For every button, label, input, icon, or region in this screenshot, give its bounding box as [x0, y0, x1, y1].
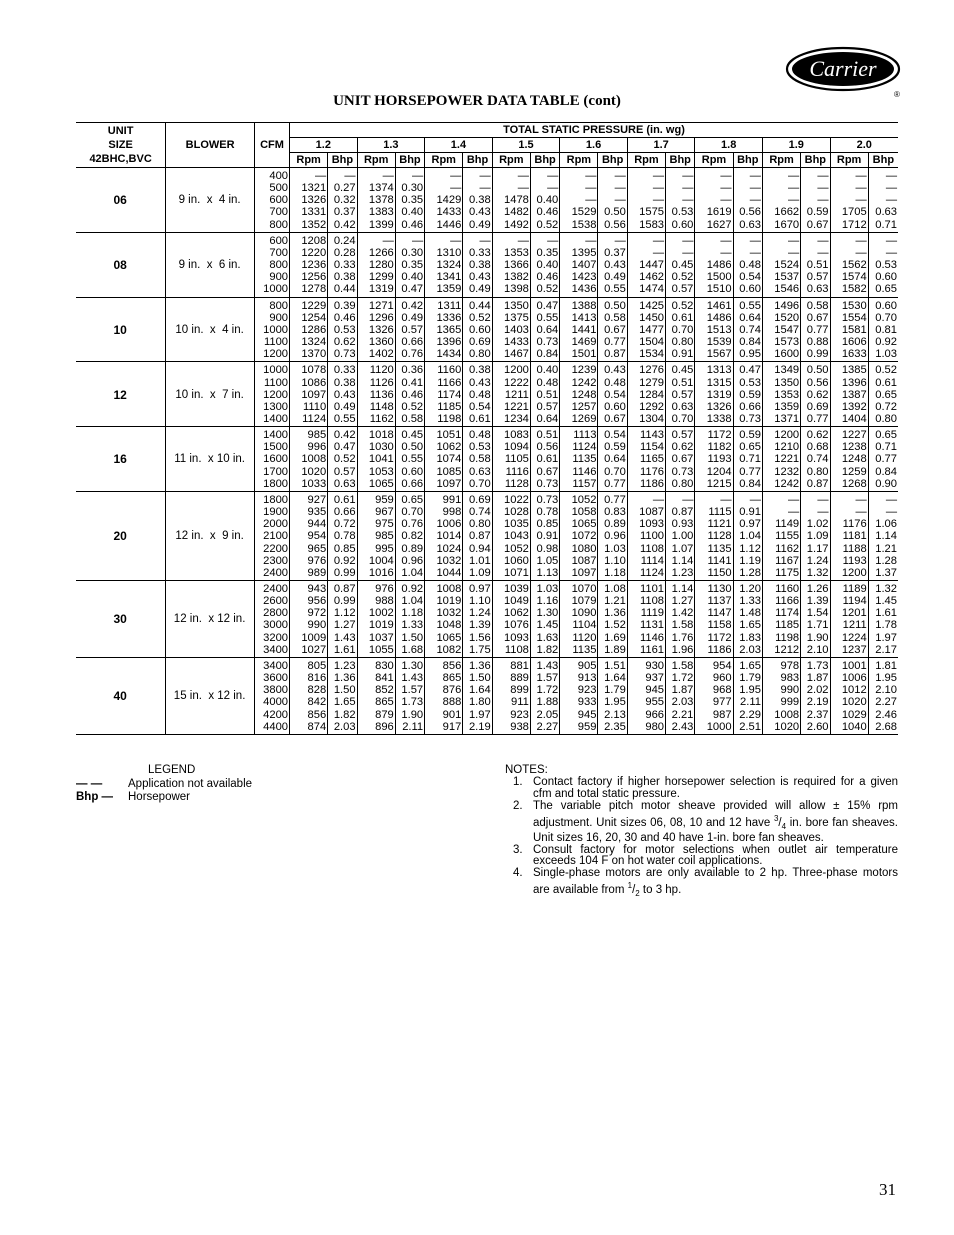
bhp-cell: — — 0.51 0.57 0.63	[801, 232, 830, 297]
blower-cell: 10 in. x 4 in.	[166, 297, 255, 362]
rpm-cell: 1130 1137 1147 1158 1172 1186	[695, 581, 733, 658]
horsepower-data-table	[76, 122, 898, 735]
table-row	[76, 581, 898, 658]
header-rpm: Rpm	[290, 153, 328, 168]
bhp-cell: — 0.30 0.35 0.40 0.47	[395, 232, 424, 297]
header-rpm: Rpm	[425, 153, 463, 168]
rpm-cell: 943 956 972 990 1009 1027	[290, 581, 328, 658]
rpm-cell: 927 935 944 954 965 976 989	[290, 491, 328, 580]
bhp-cell: — — 1.06 1.14 1.21 1.28 1.37	[868, 491, 898, 580]
unit-size-cell: 16	[76, 427, 166, 492]
rpm-cell: — — — 1619 1627	[695, 168, 733, 233]
blower-cell: 11 in. x 10 in.	[166, 427, 255, 492]
bhp-cell: 1.26 1.39 1.54 1.71 1.90 2.10	[801, 581, 830, 658]
blower-cell: 9 in. x 4 in.	[166, 168, 255, 233]
header-unit-size	[76, 123, 166, 168]
rpm-cell: 1070 1079 1090 1104 1120 1135	[560, 581, 598, 658]
rpm-cell: 1143 1154 1165 1176 1186	[627, 427, 665, 492]
header-unit-size-line: 42BHC,BVC	[89, 153, 152, 165]
bhp-cell: 0.45 0.51 0.57 0.63 0.70	[666, 362, 695, 427]
table-row	[76, 168, 898, 233]
bhp-cell: 0.52 0.61 0.70 0.80 0.91	[666, 297, 695, 362]
bhp-cell: 1.58 1.72 1.87 2.03 2.21 2.43	[666, 657, 695, 734]
rpm-cell: — 1374 1378 1383 1399	[357, 168, 395, 233]
note-4: 4. Single-phase motors are only available to 2 hp. Three-phase motors are available from $^1/_2$ to 3 hp.	[513, 867, 898, 899]
rpm-cell: 1311 1336 1365 1396 1434	[425, 297, 463, 362]
rpm-cell: 1496 1520 1547 1573 1600	[762, 297, 800, 362]
bhp-cell: 0.87 0.99 1.12 1.27 1.43 1.61	[328, 581, 357, 658]
bhp-cell: — — 0.48 0.54 0.60	[733, 232, 762, 297]
bhp-cell: 1.30 1.43 1.57 1.73 1.90 2.11	[395, 657, 424, 734]
bhp-cell: — — 0.38 0.43 0.49	[463, 168, 492, 233]
rpm-cell: — 1266 1280 1299 1319	[357, 232, 395, 297]
header-pressure: 2.0	[830, 138, 898, 153]
rpm-cell: — 1310 1324 1341 1359	[425, 232, 463, 297]
table-row	[76, 427, 898, 492]
rpm-cell: 1208 1220 1236 1256 1278	[290, 232, 328, 297]
rpm-cell: — — 1429 1433 1446	[425, 168, 463, 233]
cfm-cell: 2400 2600 2800 3000 3200 3400	[254, 581, 289, 658]
header-bhp: Bhp	[868, 153, 898, 168]
rpm-cell: 930 937 945 955 966 980	[627, 657, 665, 734]
rpm-cell: — — 1524 1537 1546	[762, 232, 800, 297]
table-row	[76, 657, 898, 734]
bhp-cell: — — — 0.53 0.60	[666, 168, 695, 233]
rpm-cell: 1101 1108 1119 1131 1146 1161	[627, 581, 665, 658]
rpm-cell: — 1353 1366 1382 1398	[492, 232, 530, 297]
rpm-cell: 1239 1242 1248 1257 1269	[560, 362, 598, 427]
blower-cell: 9 in. x 6 in.	[166, 232, 255, 297]
bhp-cell: 1.32 1.45 1.61 1.78 1.97 2.17	[868, 581, 898, 658]
header-blower: BLOWER	[166, 123, 255, 168]
bhp-cell: 0.51 0.56 0.61 0.67 0.73	[530, 427, 559, 492]
cfm-cell: 1800 1900 2000 2100 2200 2300 2400	[254, 491, 289, 580]
rpm-cell: 1189 1194 1201 1211 1224 1237	[830, 581, 868, 658]
rpm-cell: — — 1478 1482 1492	[492, 168, 530, 233]
header-bhp: Bhp	[801, 153, 830, 168]
bhp-cell: — — 1.02 1.09 1.17 1.24 1.32	[801, 491, 830, 580]
bhp-cell: 0.36 0.41 0.46 0.52 0.58	[395, 362, 424, 427]
unit-size-cell: 06	[76, 168, 166, 233]
bhp-cell: — — — 0.50 0.56	[598, 168, 627, 233]
note-text: Contact factory if higher horsepower selection is required for a given cfm and total static pressure.	[533, 775, 898, 800]
unit-size-cell: 12	[76, 362, 166, 427]
legend	[76, 764, 476, 805]
bhp-cell: 0.65 0.70 0.76 0.82 0.89 0.96 1.04	[395, 491, 424, 580]
bhp-cell: 0.60 0.70 0.81 0.92 1.03	[868, 297, 898, 362]
rpm-cell: — — 1562 1574 1582	[830, 232, 868, 297]
header-pressure: 1.4	[425, 138, 493, 153]
bhp-cell: 1.81 1.95 2.10 2.27 2.46 2.68	[868, 657, 898, 734]
bhp-cell: 0.47 0.55 0.64 0.73 0.84	[530, 297, 559, 362]
header-bhp: Bhp	[463, 153, 492, 168]
bhp-cell: 1.65 1.79 1.95 2.11 2.29 2.51	[733, 657, 762, 734]
legend-item	[76, 778, 476, 792]
header-unit-size-line: SIZE	[108, 139, 133, 151]
notes	[505, 765, 898, 900]
table-row	[76, 232, 898, 297]
bhp-cell: 0.45 0.50 0.55 0.60 0.66	[395, 427, 424, 492]
bhp-cell: 0.55 0.64 0.74 0.84 0.95	[733, 297, 762, 362]
header-bhp: Bhp	[666, 153, 695, 168]
rpm-cell: 1083 1094 1105 1116 1128	[492, 427, 530, 492]
rpm-cell: 985 996 1008 1020 1033	[290, 427, 328, 492]
bhp-cell: — 0.87 0.93 1.00 1.07 1.14 1.23	[666, 491, 695, 580]
bhp-cell: 0.42 0.49 0.57 0.66 0.76	[395, 297, 424, 362]
header-bhp: Bhp	[328, 153, 357, 168]
cfm-cell: 400 500 600 700 800	[254, 168, 289, 233]
table-row	[76, 491, 898, 580]
header-rpm: Rpm	[492, 153, 530, 168]
rpm-cell: — — 1447 1462 1474	[627, 232, 665, 297]
cfm-cell: 800 900 1000 1100 1200	[254, 297, 289, 362]
cfm-cell: 3400 3600 3800 4000 4200 4400	[254, 657, 289, 734]
note-3: 3. Consult factory for motor selections when outlet air temperature exceeds 104 F on hot water coil applications.	[513, 843, 898, 868]
rpm-cell: 1425 1450 1477 1504 1534	[627, 297, 665, 362]
cfm-cell: 1000 1100 1200 1300 1400	[254, 362, 289, 427]
header-rpm: Rpm	[695, 153, 733, 168]
rpm-cell: 1227 1238 1248 1259 1268	[830, 427, 868, 492]
bhp-cell: 1.43 1.57 1.72 1.88 2.05 2.27	[530, 657, 559, 734]
unit-size-cell: 08	[76, 232, 166, 297]
rpm-cell: 1039 1049 1062 1076 1093 1108	[492, 581, 530, 658]
rpm-cell: 1113 1124 1135 1146 1157	[560, 427, 598, 492]
rpm-cell: — 1087 1093 1100 1108 1114 1124	[627, 491, 665, 580]
bhp-cell: — 0.30 0.35 0.40 0.46	[395, 168, 424, 233]
cfm-cell: 1400 1500 1600 1700 1800	[254, 427, 289, 492]
rpm-cell: — — 1486 1500 1510	[695, 232, 733, 297]
rpm-cell: 1229 1254 1286 1324 1370	[290, 297, 328, 362]
rpm-cell: — — 1149 1155 1162 1167 1175	[762, 491, 800, 580]
rpm-cell: 1172 1182 1193 1204 1215	[695, 427, 733, 492]
bhp-cell: 0.50 0.56 0.62 0.69 0.77	[801, 362, 830, 427]
legend-key: Bhp —	[76, 791, 114, 803]
rpm-cell: 1200 1222 1211 1221 1234	[492, 362, 530, 427]
bhp-cell: 0.73 0.78 0.85 0.91 0.98 1.05 1.13	[530, 491, 559, 580]
blower-cell: 12 in. x 9 in.	[166, 491, 255, 580]
rpm-cell: 1160 1166 1174 1185 1198 1212	[762, 581, 800, 658]
rpm-cell: 1313 1315 1319 1326 1338	[695, 362, 733, 427]
bhp-cell: 0.69 0.74 0.80 0.87 0.94 1.01 1.09	[463, 491, 492, 580]
note-text: Single-phase motors are only available to 2 hp. Three-phase motors are available from $^1/_2$ to 3 hp.	[533, 867, 898, 899]
notes-title: NOTES:	[505, 764, 548, 776]
rpm-cell: 905 913 923 933 945 959	[560, 657, 598, 734]
bhp-cell: 0.42 0.47 0.52 0.57 0.63	[328, 427, 357, 492]
registered-mark: ®	[894, 90, 900, 99]
unit-size-cell: 20	[76, 491, 166, 580]
rpm-cell: 1022 1028 1035 1043 1052 1060 1071	[492, 491, 530, 580]
unit-size-cell: 40	[76, 657, 166, 734]
bhp-cell: 0.92 1.04 1.18 1.33 1.50 1.68	[395, 581, 424, 658]
rpm-cell: 959 967 975 985 995 1004 1016	[357, 491, 395, 580]
bhp-cell: 1.36 1.50 1.64 1.80 1.97 2.19	[463, 657, 492, 734]
bhp-cell: 0.40 0.48 0.51 0.57 0.64	[530, 362, 559, 427]
blower-cell: 10 in. x 7 in.	[166, 362, 255, 427]
header-rpm: Rpm	[762, 153, 800, 168]
bhp-cell: 0.61 0.66 0.72 0.78 0.85 0.92 0.99	[328, 491, 357, 580]
note-text: The variable pitch motor sheave provided will allow ± 15% rpm adjustment. Unit sizes 06, 08, 10 and 12 have $^3/_4$ in. bore fan sheaves. Unit sizes 16, 20, 30 and 40 have 1-in. bore fan sheaves.	[533, 799, 898, 844]
rpm-cell: 954 960 968 977 987 1000	[695, 657, 733, 734]
bhp-cell: 0.65 0.71 0.77 0.84 0.90	[868, 427, 898, 492]
table-row	[76, 297, 898, 362]
blower-cell: 12 in. x 12 in.	[166, 581, 255, 658]
bhp-cell: 0.58 0.67 0.77 0.88 0.99	[801, 297, 830, 362]
rpm-cell: 1461 1486 1513 1539 1567	[695, 297, 733, 362]
bhp-cell: 0.48 0.53 0.58 0.63 0.70	[463, 427, 492, 492]
cfm-cell: 600 700 800 900 1000	[254, 232, 289, 297]
header-cfm: CFM	[254, 123, 289, 168]
bhp-cell: 1.03 1.16 1.30 1.45 1.63 1.82	[530, 581, 559, 658]
bhp-cell: 0.50 0.58 0.67 0.77 0.87	[598, 297, 627, 362]
header-rpm: Rpm	[627, 153, 665, 168]
bhp-cell: 0.77 0.83 0.89 0.96 1.03 1.10 1.18	[598, 491, 627, 580]
header-pressure: 1.7	[627, 138, 695, 153]
header-total-static-pressure: TOTAL STATIC PRESSURE (in. wg)	[290, 123, 898, 138]
carrier-logo	[785, 45, 905, 100]
bhp-cell: 0.38 0.43 0.48 0.54 0.61	[463, 362, 492, 427]
bhp-cell: 0.62 0.68 0.74 0.80 0.87	[801, 427, 830, 492]
note-text: Consult factory for motor selections when outlet air temperature exceeds 104 F on hot water coil applications.	[533, 843, 898, 868]
rpm-cell: 805 816 828 842 856 874	[290, 657, 328, 734]
rpm-cell: 976 988 1002 1019 1037 1055	[357, 581, 395, 658]
rpm-cell: — 1395 1407 1423 1436	[560, 232, 598, 297]
header-rpm: Rpm	[830, 153, 868, 168]
rpm-cell: 1385 1396 1387 1392 1404	[830, 362, 868, 427]
rpm-cell: 1350 1375 1403 1433 1467	[492, 297, 530, 362]
bhp-cell: 0.52 0.61 0.65 0.72 0.80	[868, 362, 898, 427]
legend-key: — —	[76, 777, 103, 790]
bhp-cell: 0.59 0.65 0.71 0.77 0.84	[733, 427, 762, 492]
rpm-cell: — — — 1662 1670	[762, 168, 800, 233]
header-pressure: 1.8	[695, 138, 763, 153]
bhp-cell: 0.33 0.38 0.43 0.49 0.55	[328, 362, 357, 427]
header-pressure: 1.6	[560, 138, 628, 153]
header-rpm: Rpm	[357, 153, 395, 168]
bhp-cell: 0.24 0.28 0.33 0.38 0.44	[328, 232, 357, 297]
page-title: UNIT HORSEPOWER DATA TABLE (cont)	[333, 93, 621, 109]
rpm-cell: 1051 1062 1074 1085 1097	[425, 427, 463, 492]
legend-item	[76, 791, 476, 805]
rpm-cell: 830 841 852 865 879 896	[357, 657, 395, 734]
bhp-cell: 1.20 1.33 1.48 1.65 1.83 2.03	[733, 581, 762, 658]
header-unit-size-line: UNIT	[107, 125, 134, 137]
rpm-cell: — — — 1705 1712	[830, 168, 868, 233]
rpm-cell: 1078 1086 1097 1110 1124	[290, 362, 328, 427]
bhp-cell: — 0.27 0.32 0.37 0.42	[328, 168, 357, 233]
logo-wordmark: Carrier	[809, 56, 877, 81]
note-1: 1. Contact factory if higher horsepower selection is required for a given cfm and total static pressure.	[513, 775, 898, 800]
bhp-cell: 0.54 0.59 0.64 0.70 0.77	[598, 427, 627, 492]
rpm-cell: — 1321 1326 1331 1352	[290, 168, 328, 233]
header-pressure: 1.5	[492, 138, 560, 153]
note-2: 2. The variable pitch motor sheave provided will allow ± 15% rpm adjustment. Unit sizes 06, 08, 10 and 12 have $^3/_4$ in. bore fan sheaves. Unit sizes 16, 20, 30 and 40 have 1-in. bore fan sheaves.	[513, 799, 898, 844]
rpm-cell: — — — 1575 1583	[627, 168, 665, 233]
bhp-cell: — — 0.40 0.46 0.52	[530, 168, 559, 233]
blower-cell: 15 in. x 12 in.	[166, 657, 255, 734]
rpm-cell: 1200 1210 1221 1232 1242	[762, 427, 800, 492]
header-bhp: Bhp	[395, 153, 424, 168]
bhp-cell: — — — 0.56 0.63	[733, 168, 762, 233]
rpm-cell: 1120 1126 1136 1148 1162	[357, 362, 395, 427]
bhp-cell: 0.43 0.48 0.54 0.60 0.67	[598, 362, 627, 427]
page-number: 31	[879, 1180, 896, 1199]
bhp-cell: — 0.37 0.43 0.49 0.55	[598, 232, 627, 297]
legend-title: LEGEND	[148, 764, 196, 776]
rpm-cell: — 1115 1121 1128 1135 1141 1150	[695, 491, 733, 580]
bhp-cell: 0.57 0.62 0.67 0.73 0.80	[666, 427, 695, 492]
rpm-cell: 1530 1554 1581 1606 1633	[830, 297, 868, 362]
legend-text: Horsepower	[128, 791, 190, 803]
rpm-cell: 856 865 876 888 901 917	[425, 657, 463, 734]
rpm-cell: 881 889 899 911 923 938	[492, 657, 530, 734]
bhp-cell: — 0.33 0.38 0.43 0.49	[463, 232, 492, 297]
bhp-cell: — — 0.53 0.60 0.65	[868, 232, 898, 297]
bhp-cell: 1.73 1.87 2.02 2.19 2.37 2.60	[801, 657, 830, 734]
bhp-cell: — 0.91 0.97 1.04 1.12 1.19 1.28	[733, 491, 762, 580]
rpm-cell: 1160 1166 1174 1185 1198	[425, 362, 463, 427]
header-pressure: 1.9	[762, 138, 830, 153]
rpm-cell: — — 1176 1181 1188 1193 1200	[830, 491, 868, 580]
bhp-cell: 1.08 1.21 1.36 1.52 1.69 1.89	[598, 581, 627, 658]
bhp-cell: — 0.35 0.40 0.46 0.52	[530, 232, 559, 297]
header-bhp: Bhp	[530, 153, 559, 168]
bhp-cell: 0.39 0.46 0.53 0.62 0.73	[328, 297, 357, 362]
rpm-cell: 978 983 990 999 1008 1020	[762, 657, 800, 734]
rpm-cell: 1271 1296 1326 1360 1402	[357, 297, 395, 362]
bhp-cell: 0.44 0.52 0.60 0.69 0.80	[463, 297, 492, 362]
rpm-cell: 1018 1030 1041 1053 1065	[357, 427, 395, 492]
table-row	[76, 362, 898, 427]
unit-size-cell: 30	[76, 581, 166, 658]
header-bhp: Bhp	[598, 153, 627, 168]
header-rpm: Rpm	[560, 153, 598, 168]
rpm-cell: 991 998 1006 1014 1024 1032 1044	[425, 491, 463, 580]
rpm-cell: 1388 1413 1441 1469 1501	[560, 297, 598, 362]
header-pressure: 1.3	[357, 138, 425, 153]
bhp-cell: — — — 0.59 0.67	[801, 168, 830, 233]
legend-text: Application not available	[128, 777, 253, 790]
rpm-cell: 1349 1350 1353 1359 1371	[762, 362, 800, 427]
rpm-cell: 1001 1006 1012 1020 1029 1040	[830, 657, 868, 734]
rpm-cell: 1276 1279 1284 1292 1304	[627, 362, 665, 427]
bhp-cell: 1.23 1.36 1.50 1.65 1.82 2.03	[328, 657, 357, 734]
rpm-cell: 1052 1058 1065 1072 1080 1087 1097	[560, 491, 598, 580]
rpm-cell: 1008 1019 1032 1048 1065 1082	[425, 581, 463, 658]
header-bhp: Bhp	[733, 153, 762, 168]
bhp-cell: — — — 0.63 0.71	[868, 168, 898, 233]
unit-size-cell: 10	[76, 297, 166, 362]
bhp-cell: 0.97 1.10 1.24 1.39 1.56 1.75	[463, 581, 492, 658]
bhp-cell: 1.51 1.64 1.79 1.95 2.13 2.35	[598, 657, 627, 734]
bhp-cell: 0.47 0.53 0.59 0.66 0.73	[733, 362, 762, 427]
bhp-cell: — — 0.45 0.52 0.57	[666, 232, 695, 297]
bhp-cell: 1.14 1.27 1.42 1.58 1.76 1.96	[666, 581, 695, 658]
header-pressure: 1.2	[290, 138, 358, 153]
rpm-cell: — — — 1529 1538	[560, 168, 598, 233]
